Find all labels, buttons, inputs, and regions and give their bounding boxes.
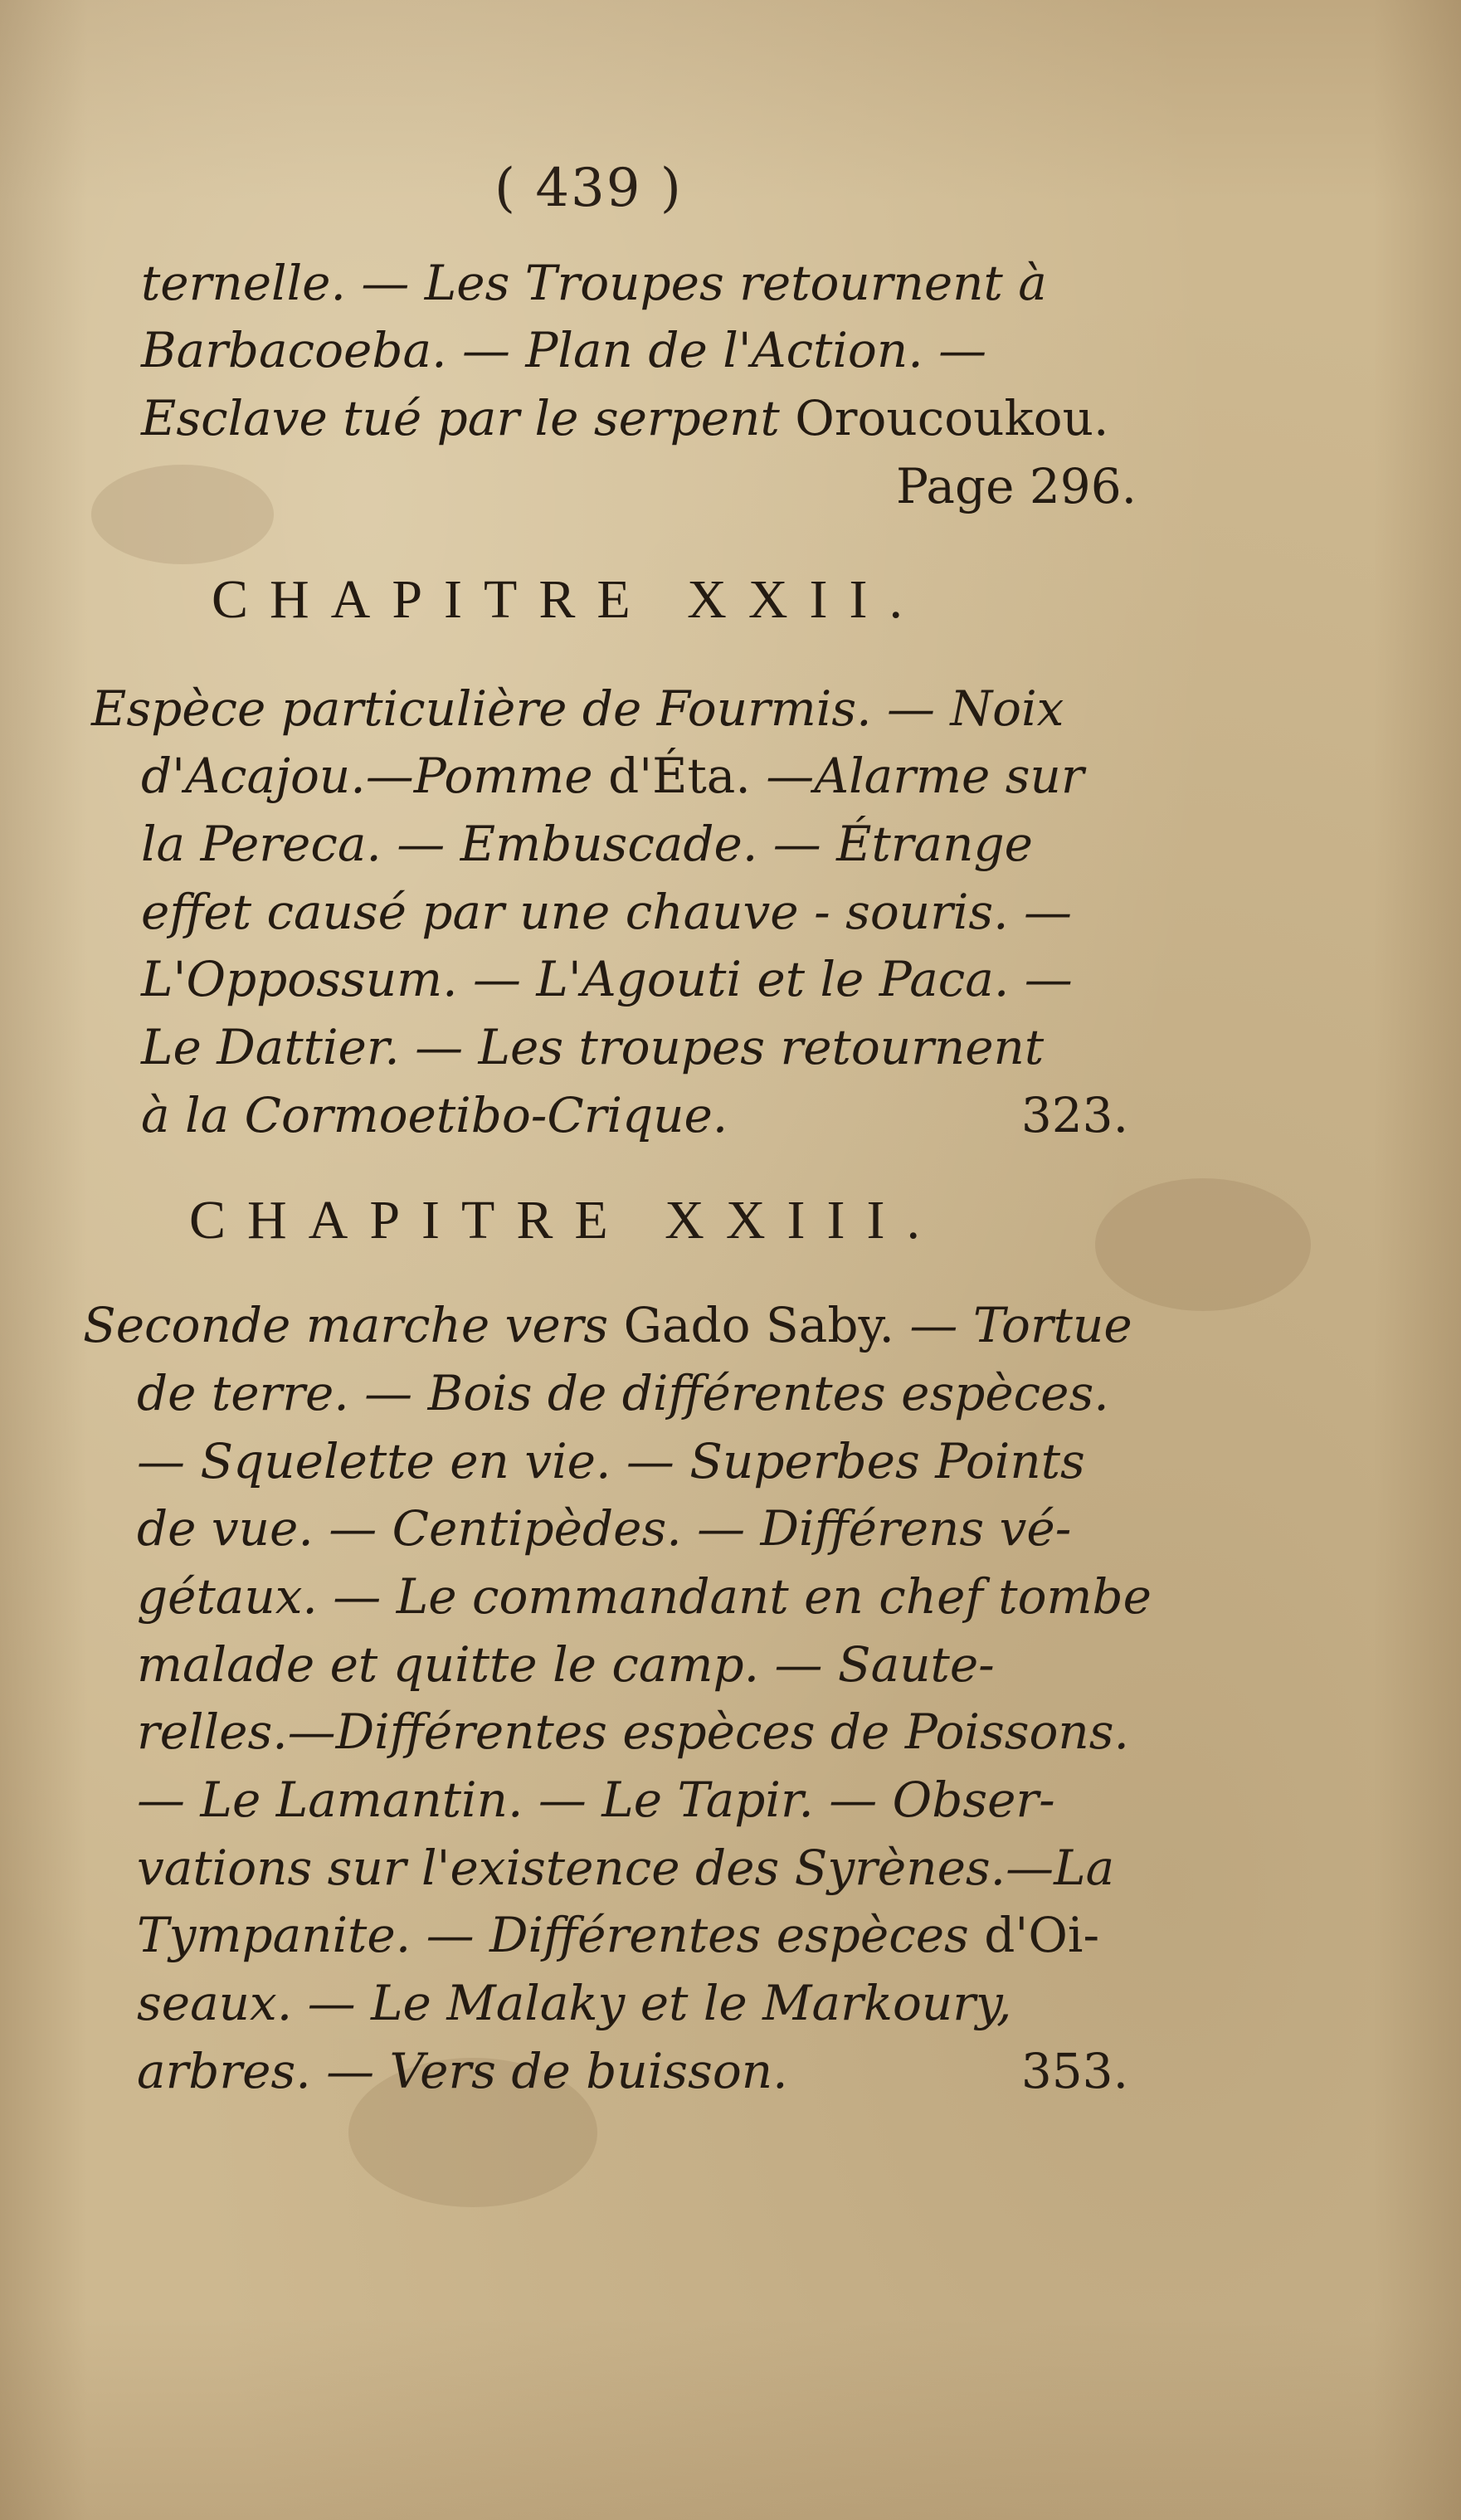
- text-line: [141, 390, 1137, 446]
- text-line: [141, 748, 1084, 804]
- text-italic: d'Acajou.—Pomme: [141, 748, 593, 804]
- paper-stain: [91, 465, 274, 564]
- text-line: [141, 1019, 1045, 1075]
- page-reference: [896, 458, 1137, 514]
- text-italic: — Tortue: [909, 1297, 1132, 1353]
- text-italic: Esclave tué par le serpent: [141, 390, 780, 446]
- page-reference-text: Page 296.: [896, 458, 1137, 514]
- text-italic: Tympanite. — Différentes espèces: [137, 1907, 969, 1963]
- text-line: [137, 1636, 995, 1693]
- text-line-content: gétaux. — Le commandant en chef tombe: [137, 1568, 1152, 1625]
- text-line-content: arbres. — Vers de buisson.: [137, 2043, 788, 2099]
- text-italic: Seconde marche vers: [83, 1297, 609, 1353]
- text-line: [141, 255, 1137, 311]
- text-line: [83, 1297, 1132, 1353]
- text-line: [141, 816, 1033, 872]
- text-line-content: L'Oppossum. — L'Agouti et le Paca. —: [141, 951, 1073, 1007]
- text-line-content: — Le Lamantin. — Le Tapir. — Obser-: [137, 1772, 1055, 1828]
- text-line: [137, 1772, 1055, 1828]
- text-line-content: à la Cormoetibo-Crique.: [141, 1087, 728, 1143]
- text-line-content: de terre. — Bois de différentes espèces.: [137, 1365, 1109, 1421]
- text-line-content: vations sur l'existence des Syrènes.—La: [137, 1840, 1115, 1896]
- text-line-content: effet causé par une chauve - souris. —: [141, 884, 1073, 940]
- text-italic: —Alarme sur: [766, 748, 1084, 804]
- text-line: [91, 680, 1064, 737]
- text-line-content: Le Dattier. — Les troupes retournent: [141, 1019, 1045, 1075]
- page-reference: 323.: [1020, 1087, 1128, 1143]
- text-roman: Gado Saby.: [623, 1297, 894, 1353]
- text-line: [137, 1704, 1129, 1760]
- text-line: [137, 2043, 1128, 2099]
- text-line-content: malade et quitte le camp. — Saute-: [137, 1636, 995, 1693]
- text-line: [137, 1500, 1072, 1557]
- chapter-heading: CHAPITRE XXIII.: [189, 1190, 942, 1250]
- text-line: [137, 1568, 1152, 1625]
- page-reference: 353.: [1020, 2043, 1128, 2099]
- paper-stain: [1095, 1178, 1311, 1311]
- text-line: [141, 951, 1073, 1007]
- text-line: [137, 1433, 1085, 1489]
- text-line: [141, 1087, 1128, 1143]
- text-line: [137, 1975, 1012, 2031]
- text-line: [137, 1840, 1115, 1896]
- text-roman: d'Éta.: [608, 748, 751, 804]
- text-line: [141, 322, 1137, 378]
- text-roman: Oroucoukou.: [795, 390, 1109, 446]
- text-line: [137, 1365, 1109, 1421]
- text-line-content: — Squelette en vie. — Superbes Points: [137, 1433, 1085, 1489]
- text-line-content: la Pereca. — Embuscade. — Étrange: [141, 816, 1033, 872]
- text-roman: d'Oi-: [984, 1907, 1100, 1963]
- text-line: [137, 1907, 1100, 1963]
- text-line-content: relles.—Différentes espèces de Poissons.: [137, 1704, 1129, 1760]
- chapter-heading: CHAPITRE XXII.: [212, 569, 924, 630]
- text-line-content: Barbacoeba. — Plan de l'Action. —: [141, 322, 987, 378]
- text-line-content: de vue. — Centipèdes. — Différens vé-: [137, 1500, 1072, 1557]
- text-line-content: Espèce particulière de Fourmis. — Noix: [91, 680, 1064, 737]
- page-number: ( 439 ): [494, 158, 683, 219]
- text-line: [141, 884, 1073, 940]
- text-line-content: ternelle. — Les Troupes retournent à: [141, 255, 1047, 311]
- text-line-content: seaux. — Le Malaky et le Markoury,: [137, 1975, 1012, 2031]
